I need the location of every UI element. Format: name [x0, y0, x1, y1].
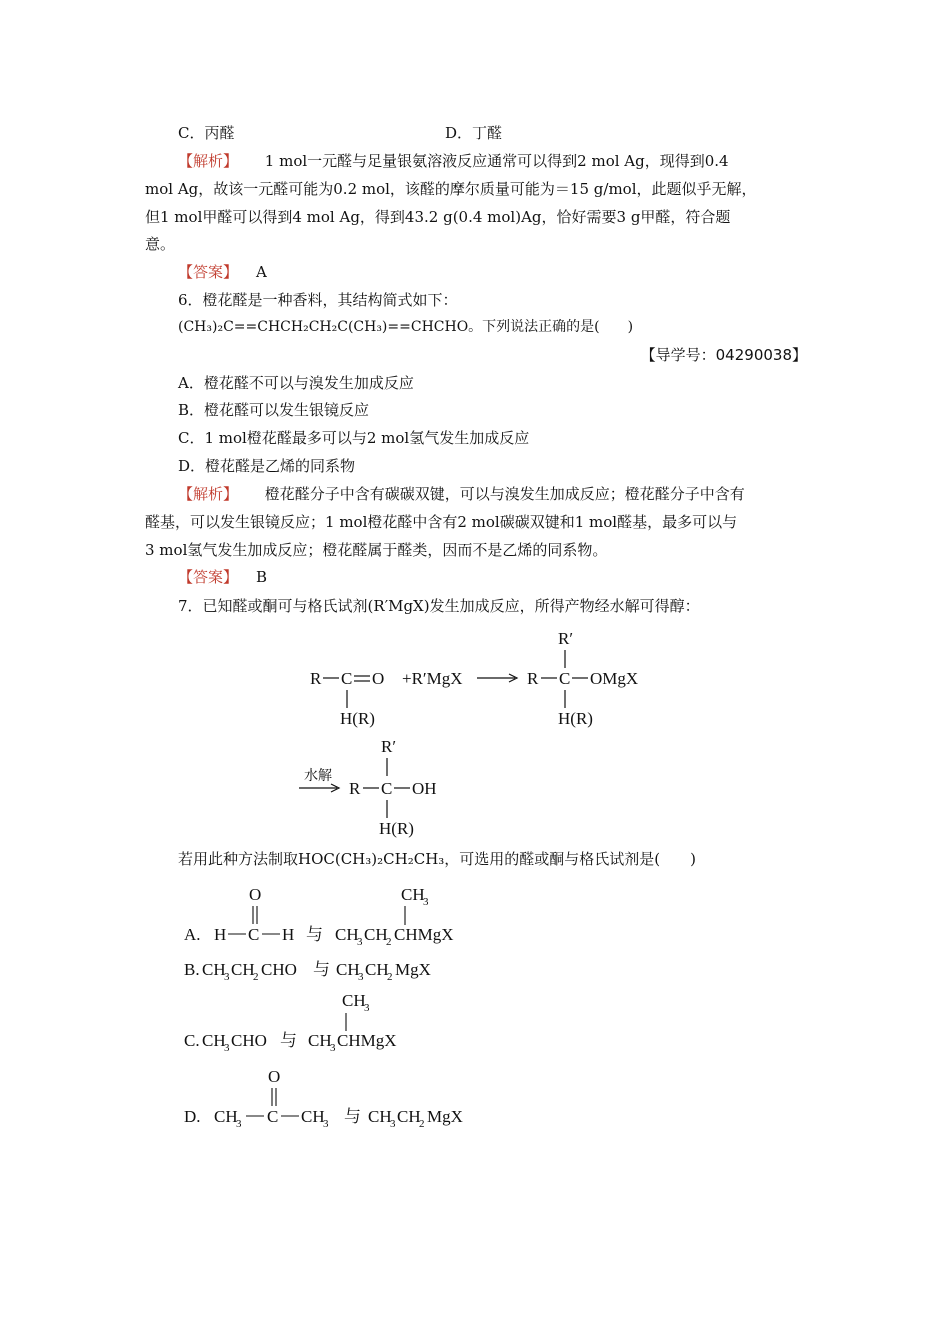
- analysis-line: mol Ag，故该一元醛可能为0.2 mol，该醛的摩尔质量可能为＝15 g/mol，此题似乎无解，: [145, 180, 757, 198]
- connector-yu: 与: [280, 1031, 297, 1050]
- option-c: C．丙醛: [178, 124, 235, 142]
- ch3: CH: [368, 1107, 392, 1126]
- subscript: 3: [358, 971, 364, 983]
- ethyl-group: CH: [364, 925, 388, 944]
- grignard-reaction-scheme: [0, 620, 950, 845]
- atom-r: R: [310, 669, 322, 688]
- ch3: CH: [336, 960, 360, 979]
- atom-o: O: [249, 885, 262, 904]
- reagent-tail: CHMgX: [337, 1031, 397, 1050]
- atom-c: C: [267, 1107, 279, 1126]
- group-omgx: OMgX: [590, 669, 639, 688]
- option-d-label: D.: [184, 1107, 201, 1126]
- ch3: CH: [301, 1107, 325, 1126]
- ch3: CH: [308, 1031, 332, 1050]
- answer-options: [0, 875, 950, 1150]
- reagent-tail: CHMgX: [394, 925, 454, 944]
- ch3: CH: [202, 1031, 226, 1050]
- substituent-r-prime: R′: [381, 737, 397, 756]
- ch2: CH: [231, 960, 255, 979]
- option-d: D．橙花醛是乙烯的同系物: [178, 457, 356, 475]
- atom-h: H: [282, 925, 295, 944]
- atom-o: O: [268, 1067, 281, 1086]
- question-stem: 6．橙花醛是一种香料，其结构简式如下：: [178, 291, 458, 309]
- answer-value: A: [256, 263, 267, 281]
- substituent-h-r: H(R): [558, 709, 593, 728]
- substituent-h-r: H(R): [340, 709, 375, 728]
- option-c: C．1 mol橙花醛最多可以与2 mol氢气发生加成反应: [178, 429, 530, 447]
- mgx: MgX: [395, 960, 431, 979]
- hydrolysis-label: 水解: [304, 769, 332, 784]
- subscript: 2: [419, 1118, 425, 1130]
- atom-r: R: [349, 779, 361, 798]
- connector-yu: 与: [313, 960, 330, 979]
- option-a: A．橙花醛不可以与溴发生加成反应: [178, 374, 414, 392]
- subscript: 3: [423, 896, 429, 908]
- answer-line: [178, 567, 267, 587]
- subscript: 3: [224, 971, 230, 983]
- mgx: MgX: [427, 1107, 463, 1126]
- analysis-line: 但1 mol甲醛可以得到4 mol Ag，得到43.2 g(0.4 mol)Ag，恰好需要3 g甲醛，符合题: [145, 208, 731, 226]
- ch3: CH: [202, 960, 226, 979]
- subscript: 2: [253, 971, 259, 983]
- option-d: D．丁醛: [445, 124, 503, 142]
- answer-tag: 【答案】: [178, 263, 239, 281]
- atom-c: C: [381, 779, 393, 798]
- option-b-label: B.: [184, 960, 200, 979]
- answer-value: B: [256, 568, 268, 586]
- option-a-label: A.: [184, 925, 201, 944]
- analysis-line: 意。: [145, 235, 176, 253]
- ethyl-group: CH: [335, 925, 359, 944]
- question-stem: 7．已知醛或酮可与格氏试剂(R′MgX)发生加成反应，所得产物经水解可得醇：: [178, 597, 700, 615]
- analysis-line: 醛基，可以发生银镜反应；1 mol橙花醛中含有2 mol碳碳双键和1 mol醛基，最多可以与: [145, 513, 738, 531]
- analysis-text: 1 mol一元醛与足量银氨溶液反应通常可以得到2 mol Ag，现得到0.4: [264, 152, 729, 170]
- cho: CHO: [231, 1031, 267, 1050]
- connector-yu: 与: [306, 925, 323, 944]
- substituent-r-prime: R′: [558, 629, 574, 648]
- atom-c: C: [248, 925, 260, 944]
- atom-c: C: [341, 669, 353, 688]
- cho: CHO: [261, 960, 297, 979]
- subscript: 3: [323, 1118, 329, 1130]
- subscript: 3: [364, 1002, 370, 1014]
- option-b: B．橙花醛可以发生银镜反应: [178, 401, 370, 419]
- analysis-tag: 【解析】: [178, 152, 239, 170]
- subscript: 3: [236, 1118, 242, 1130]
- answer-line: [178, 262, 267, 282]
- subscript: 2: [387, 971, 393, 983]
- subscript: 3: [224, 1042, 230, 1054]
- analysis-line: [178, 484, 745, 504]
- option-c-label: C.: [184, 1031, 200, 1050]
- analysis-line: [178, 151, 729, 171]
- atom-c: C: [559, 669, 571, 688]
- substituent-h-r: H(R): [379, 819, 414, 838]
- methyl-branch: CH: [401, 885, 425, 904]
- subscript: 3: [390, 1118, 396, 1130]
- atom-o: O: [372, 669, 385, 688]
- structural-formula: (CH₃)₂C==CHCH₂CH₂C(CH₃)==CHCHO。下列说法正确的是( ): [178, 319, 634, 335]
- subscript: 3: [357, 936, 363, 948]
- reagent-label: +R′MgX: [402, 669, 463, 688]
- methyl-branch: CH: [342, 991, 366, 1010]
- atom-h: H: [214, 925, 227, 944]
- atom-r: R: [527, 669, 539, 688]
- ch2: CH: [365, 960, 389, 979]
- analysis-tag: 【解析】: [178, 485, 239, 503]
- subscript: 2: [386, 936, 392, 948]
- ch2: CH: [397, 1107, 421, 1126]
- ch3: CH: [214, 1107, 238, 1126]
- group-oh: OH: [412, 779, 437, 798]
- analysis-text: 橙花醛分子中含有碳碳双键，可以与溴发生加成反应；橙花醛分子中含有: [264, 485, 745, 503]
- analysis-line: 3 mol氢气发生加成反应；橙花醛属于醛类，因而不是乙烯的同系物。: [145, 541, 608, 559]
- subscript: 3: [330, 1042, 336, 1054]
- connector-yu: 与: [344, 1107, 361, 1126]
- question-text: 若用此种方法制取HOC(CH₃)₂CH₂CH₃，可选用的醛或酮与格氏试剂是( ): [178, 850, 696, 868]
- answer-tag: 【答案】: [178, 568, 239, 586]
- reference-number: 【导学号：04290038】: [640, 346, 807, 364]
